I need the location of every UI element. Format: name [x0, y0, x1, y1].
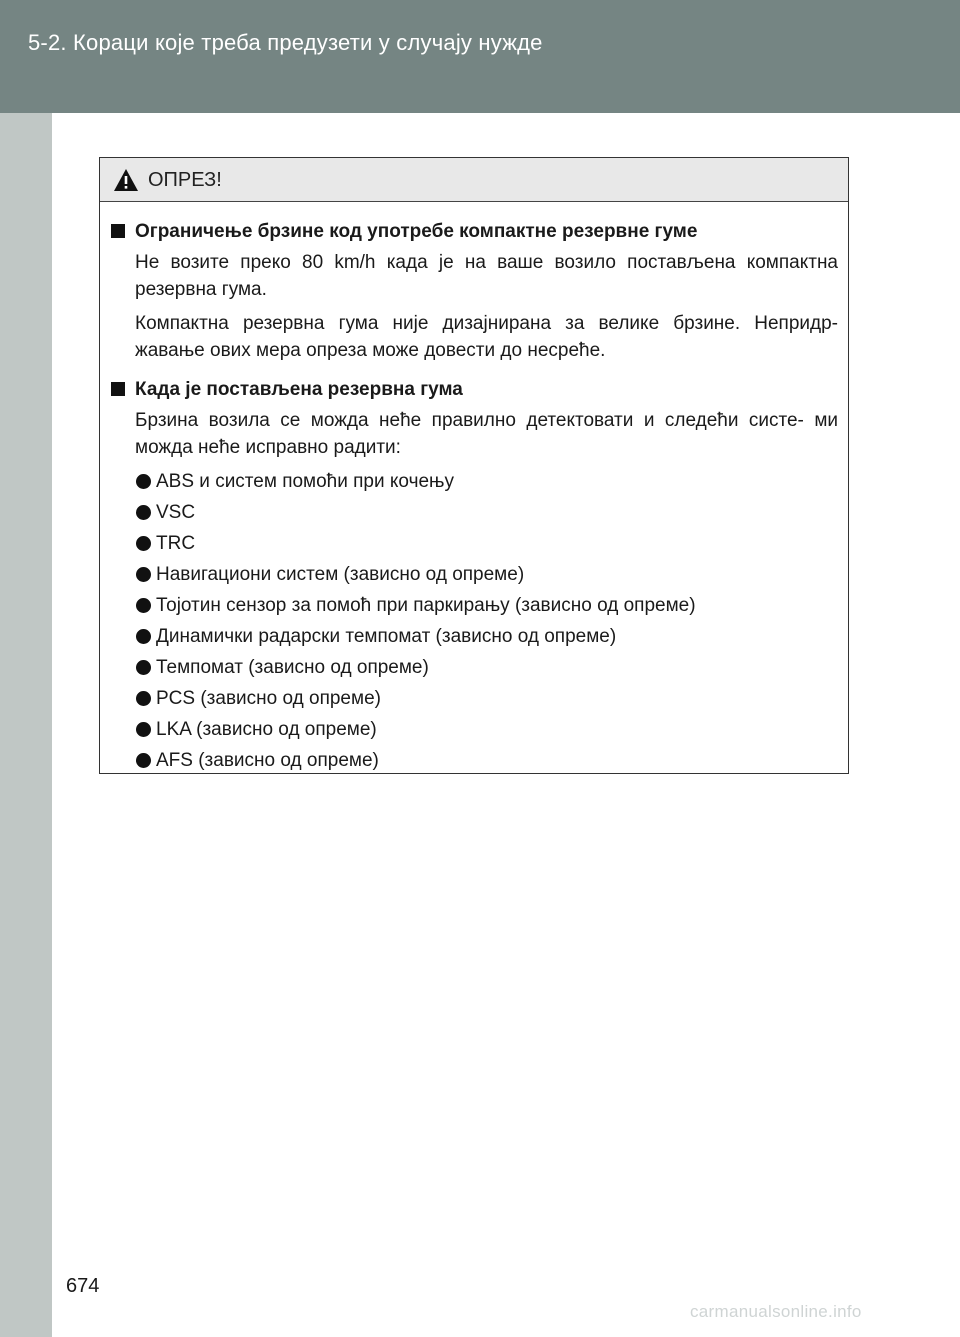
- side-strip: [0, 113, 52, 1337]
- list-item-text: LKA (зависно од опреме): [156, 719, 377, 740]
- caution-title: ОПРЕЗ!: [148, 169, 222, 191]
- list-item-text: VSC: [156, 502, 196, 523]
- warning-icon: [113, 168, 139, 192]
- caution-body: [100, 202, 848, 774]
- section-heading: [110, 376, 838, 403]
- section-title: 5-2. Кораци које треба предузети у случају нужде: [28, 30, 543, 55]
- section-heading-text: Када је постављена резервна гума: [135, 379, 463, 400]
- list-item-text: TRC: [156, 533, 196, 554]
- list-item-text: AFS (зависно од опреме): [156, 750, 379, 771]
- paragraph: Не возите преко 80 km/h када је на ваше возило постављена компактна резервна гума.: [135, 252, 838, 300]
- bullet-dot-icon: [136, 629, 151, 644]
- watermark: carmanualsonline.info: [690, 1302, 862, 1321]
- list-item-text: Тојотин сензор за помоћ при паркирању (зависно од опреме): [156, 595, 696, 616]
- section-spare-speed-limit: [110, 218, 838, 364]
- bullet-dot-icon: [136, 660, 151, 675]
- list-item: [135, 716, 838, 743]
- bullet-dot-icon: [136, 505, 151, 520]
- list-item: [135, 592, 838, 619]
- section-heading: [110, 218, 838, 245]
- list-item: [135, 654, 838, 681]
- paragraph: Брзина возила се можда неће правилно детектовати и следећи систе- ми можда неће исправно радити:: [135, 410, 838, 458]
- list-item-text: Динамички радарски темпомат (зависно од опреме): [156, 626, 617, 647]
- square-bullet-icon: [111, 224, 125, 238]
- list-item-text: ABS и систем помоћи при кочењу: [156, 471, 454, 492]
- square-bullet-icon: [111, 382, 125, 396]
- bullet-dot-icon: [136, 536, 151, 551]
- list-item: [135, 561, 838, 588]
- bullet-dot-icon: [136, 474, 151, 489]
- list-item-text: Навигациони систем (зависно од опреме): [156, 564, 525, 585]
- list-item: [135, 468, 838, 495]
- list-item: [135, 499, 838, 526]
- section-spare-installed: [110, 376, 838, 774]
- bullet-dot-icon: [136, 691, 151, 706]
- bullet-dot-icon: [136, 567, 151, 582]
- list-item: [135, 747, 838, 774]
- list-item: [135, 623, 838, 650]
- page-number: 674: [66, 1275, 100, 1297]
- list-item-text: PCS (зависно од опреме): [156, 688, 381, 709]
- list-item: [135, 685, 838, 712]
- page-header: [0, 0, 960, 113]
- section-heading-text: Ограничење брзине код употребе компактне резервне гуме: [135, 221, 698, 242]
- bullet-dot-icon: [136, 598, 151, 613]
- bullet-dot-icon: [136, 722, 151, 737]
- caution-box: [99, 157, 849, 774]
- system-list: [110, 468, 838, 774]
- bullet-dot-icon: [136, 753, 151, 768]
- caution-header: [100, 158, 848, 202]
- list-item: [135, 530, 838, 557]
- paragraph: Компактна резервна гума није дизајнирана за велике брзине. Непридр- жавање ових мера опреза може довести до несреће.: [135, 313, 838, 361]
- list-item-text: Темпомат (зависно од опреме): [156, 657, 429, 678]
